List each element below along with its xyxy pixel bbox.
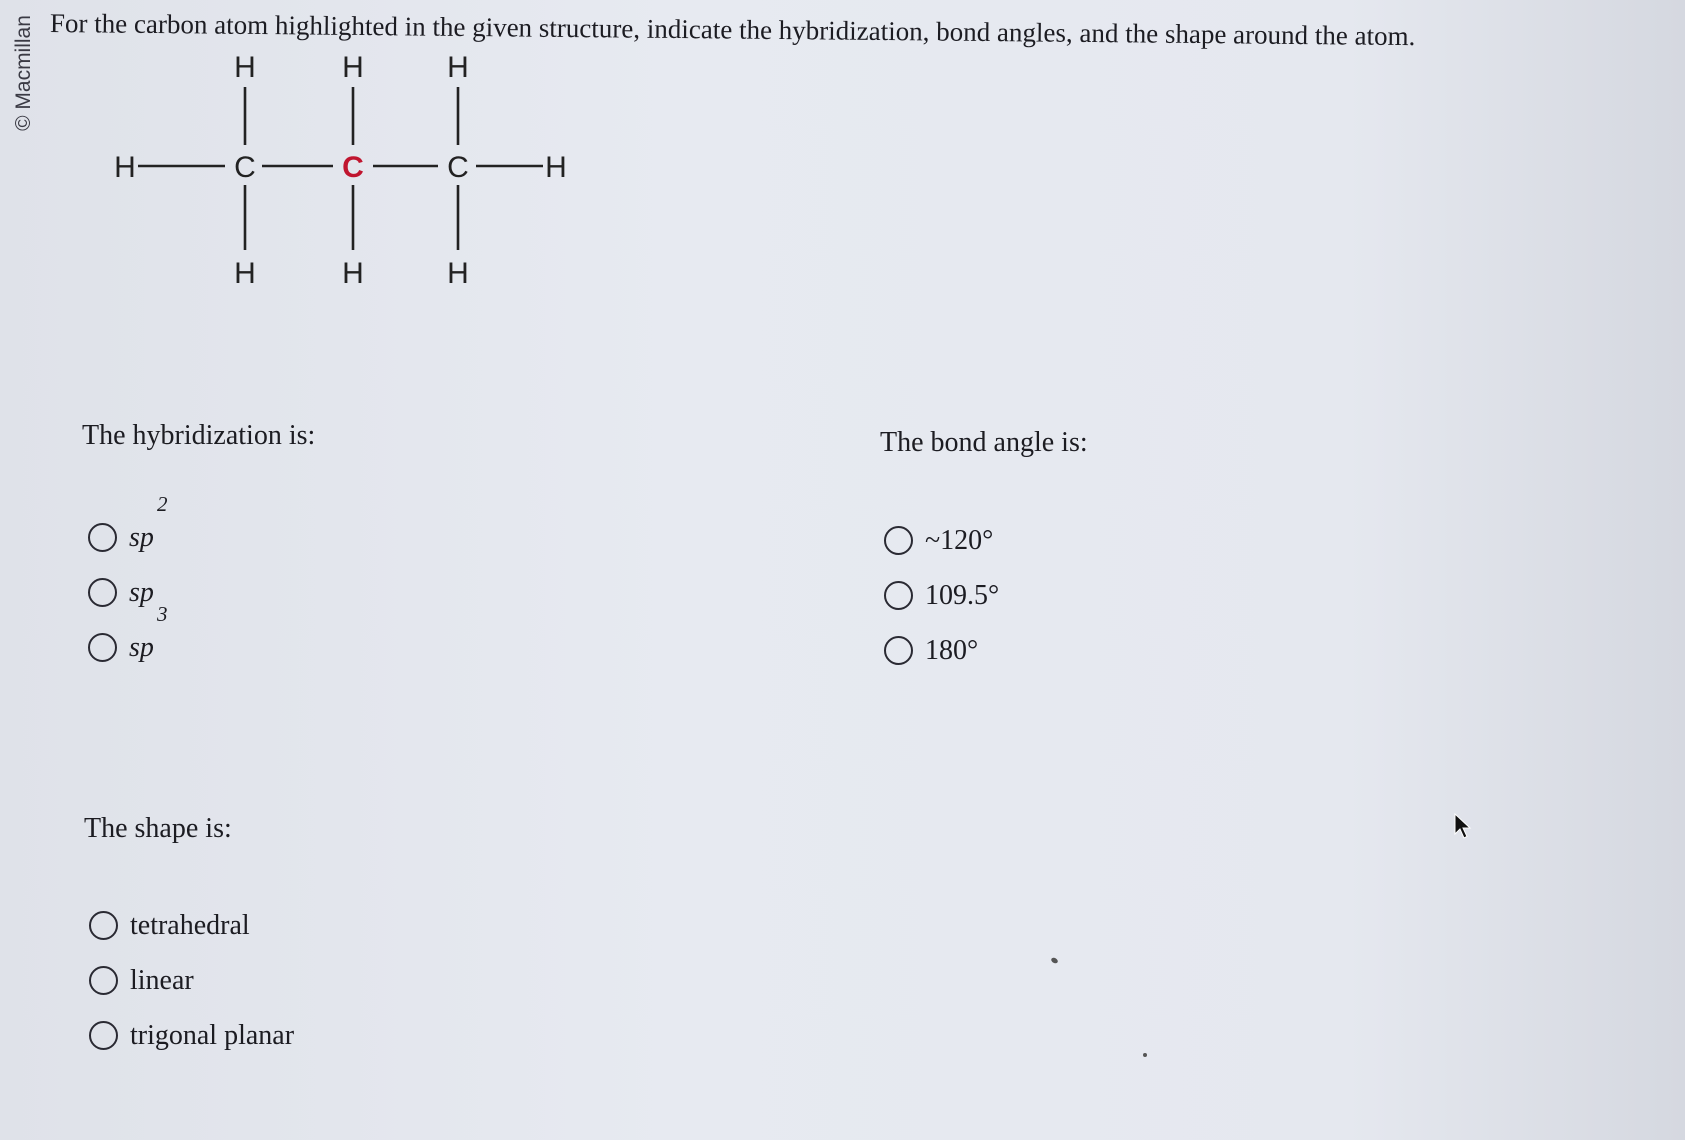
atom-h: H bbox=[447, 51, 469, 84]
atom-h: H bbox=[342, 257, 364, 290]
atom-h: H bbox=[545, 151, 567, 184]
atom-h: H bbox=[234, 51, 256, 84]
atom-h: H bbox=[447, 257, 469, 290]
radio-button[interactable] bbox=[884, 581, 913, 610]
propane-structure bbox=[110, 45, 600, 305]
option-label: 109.5° bbox=[925, 579, 1000, 611]
screen-speck bbox=[1143, 1053, 1147, 1057]
superscript: 3 bbox=[157, 601, 168, 626]
radio-button[interactable] bbox=[88, 633, 117, 662]
option-label: ~120° bbox=[925, 524, 994, 556]
atom-h: H bbox=[342, 51, 364, 84]
option-120[interactable] bbox=[884, 513, 999, 568]
atom-c: C bbox=[447, 151, 469, 184]
radio-button[interactable] bbox=[884, 526, 913, 555]
hybridization-options bbox=[88, 491, 168, 675]
option-linear[interactable] bbox=[89, 953, 294, 1008]
option-label: linear bbox=[130, 964, 194, 996]
atom-h: H bbox=[234, 257, 256, 290]
atom-h: H bbox=[114, 151, 136, 184]
radio-button[interactable] bbox=[88, 578, 117, 607]
copyright-watermark bbox=[4, 8, 44, 138]
hybridization-label: The hybridization is: bbox=[82, 420, 316, 451]
option-label: sp 2 bbox=[129, 491, 168, 553]
question-text: For the carbon atom highlighted in the given structure, indicate the hybridization, bond angles, and the shape around the atom. bbox=[49, 8, 1416, 52]
radio-button[interactable] bbox=[88, 523, 117, 552]
option-180[interactable] bbox=[884, 623, 999, 678]
shape-label: The shape is: bbox=[84, 813, 232, 844]
arrow-pointer-icon bbox=[1452, 812, 1474, 840]
option-label: tetrahedral bbox=[130, 909, 250, 941]
option-sp3[interactable] bbox=[88, 601, 168, 675]
atom-c-highlighted: C bbox=[342, 151, 364, 184]
radio-button[interactable] bbox=[89, 966, 118, 995]
option-label: trigonal planar bbox=[130, 1019, 295, 1051]
bond-angle-label: The bond angle is: bbox=[880, 427, 1088, 458]
option-label: sp bbox=[129, 576, 154, 608]
option-trigonal-planar[interactable] bbox=[89, 1008, 294, 1063]
option-sp[interactable] bbox=[88, 565, 154, 620]
radio-button[interactable] bbox=[89, 911, 118, 940]
superscript: 2 bbox=[157, 491, 168, 516]
shape-options bbox=[89, 898, 294, 1063]
option-109-5[interactable] bbox=[884, 568, 999, 623]
atom-c: C bbox=[234, 151, 256, 184]
radio-button[interactable] bbox=[884, 636, 913, 665]
bond-angle-options bbox=[884, 513, 999, 678]
option-label: 180° bbox=[925, 634, 979, 666]
option-label: sp 3 bbox=[129, 601, 168, 663]
option-tetrahedral[interactable] bbox=[89, 898, 294, 953]
radio-button[interactable] bbox=[89, 1021, 118, 1050]
option-sp2[interactable] bbox=[88, 491, 168, 565]
watermark-text: © Macmillan bbox=[12, 15, 35, 131]
screen-speck bbox=[1050, 957, 1059, 965]
